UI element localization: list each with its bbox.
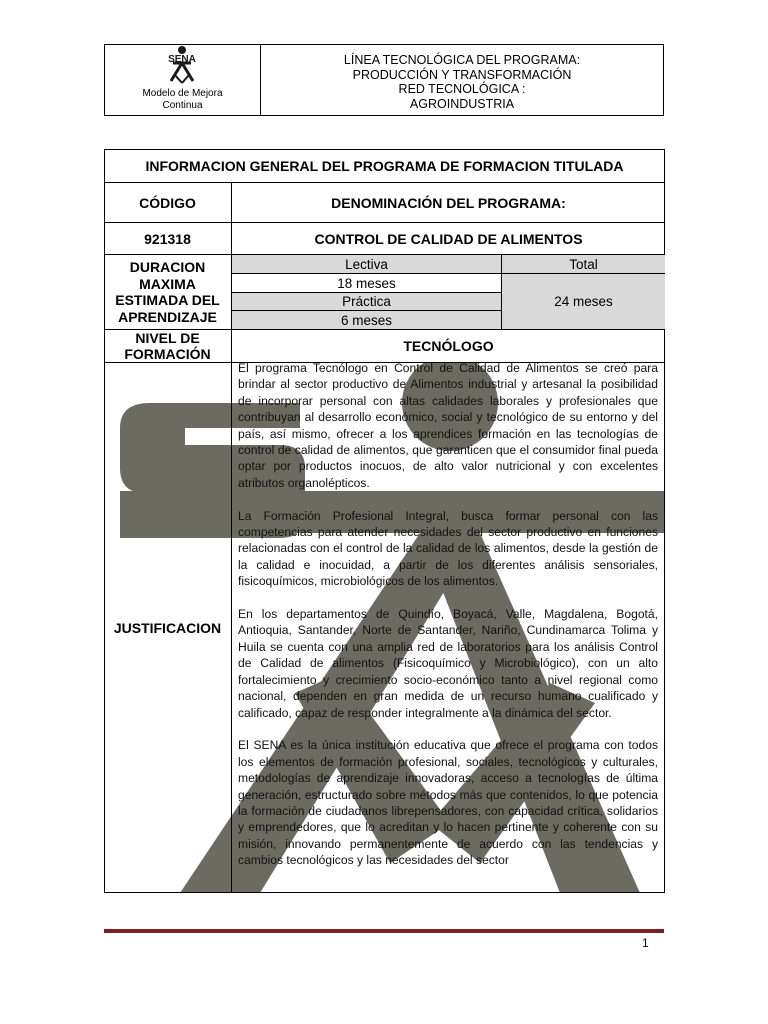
table-title: INFORMACION GENERAL DEL PROGRAMA DE FORMACION TITULADA <box>145 158 624 174</box>
justificacion-paragraph: El programa Tecnólogo en Control de Calidad de Alimentos se creó para brindar al sector productivo de Alimentos industrial y artesanal la posibilidad de incorporar personal con altas calidades laborales y profesionales que contribuyan al desarrollo económico, social y tecnológico de su entorno y del país, así mismo, ofrecer a los aprendices formación en las tecnologías de control de calidad de alimentos, que garanticen que el consumidor final pueda optar por productos inocuos, de alto valor nutricional y con excelentes atributos organolépticos. <box>238 361 658 490</box>
header-line-3: RED TECNOLÓGICA : <box>398 82 526 96</box>
total-value: 24 meses <box>502 274 665 329</box>
header-line-4: AGROINDUSTRIA <box>409 96 515 111</box>
practica-value: 6 meses <box>232 311 502 329</box>
codigo-label: CÓDIGO <box>139 194 196 211</box>
nivel-value: TECNÓLOGO <box>403 338 494 354</box>
denominacion-label: DENOMINACIÓN DEL PROGRAMA: <box>331 194 566 211</box>
logo-cell <box>105 45 261 115</box>
practica-label: Práctica <box>232 293 502 311</box>
justificacion-label: JUSTIFICACION <box>113 620 222 636</box>
lectiva-label: Lectiva <box>232 255 502 274</box>
nivel-label: NIVEL DE FORMACIÓN <box>124 330 211 362</box>
document-header <box>104 44 664 116</box>
header-line-2: PRODUCCIÓN Y TRANSFORMACIÓN <box>352 67 572 82</box>
codigo-value: 921318 <box>144 230 191 247</box>
denominacion-value: CONTROL DE CALIDAD DE ALIMENTOS <box>314 230 583 247</box>
footer-rule <box>104 929 664 933</box>
justificacion-text <box>238 360 658 867</box>
justificacion-paragraph: El SENA es la única institución educativa que ofrece el programa con todos los elementos de formación profesional, sociales, tecnológicos y culturales, metodologías de aprendizaje innovadoras, acceso a tecnologías de última generación, estructurado sobre métodos más que contenidos, lo que potencia la formación de ciudadanos librepensadores, con capacidad crítica, solidarios y emprendedores, que lo acreditan y lo hacen pertinente y coherente con su misión, innovando permanentemente de acuerdo con las tendencias y cambios tecnológicos y las necesidades del sector <box>238 738 658 868</box>
header-title <box>261 45 663 115</box>
duracion-label: DURACION MAXIMA ESTIMADA DEL APRENDIZAJE <box>115 259 220 325</box>
total-label: Total <box>502 255 665 274</box>
sena-logo-icon <box>135 45 229 89</box>
logo-caption: Modelo de Mejora Continua <box>142 88 223 111</box>
justificacion-paragraph: La Formación Profesional Integral, busca formar personal con las competencias para atender necesidades del sector productivo en funciones relacionadas con el control de la calidad de los alimentos, desde la gestión de la calidad e inocuidad, a partir de los diferentes análisis sensoriales, fisicoquímicos, microbiológicos de los alimentos. <box>238 508 658 589</box>
justificacion-paragraph: En los departamentos de Quindío, Boyacá, Valle, Magdalena, Bogotá, Antioquia, Santander, Norte de Santander, Nariño, Cundinamarca Tolima y Huila se cuenta con una amplia red de laboratorios para los análisis Control de Calidad de alimentos (Fisicoquímico y Microbiológico), con un alto fortalecimiento y crecimiento socio-económico tanto a nivel regional como nacional, dependen en gran medida de un recurso humano cualificado y calificado, capaz de responder integralmente a la dinámica del sector. <box>238 607 658 720</box>
lectiva-value: 18 meses <box>232 274 502 293</box>
logo-text: SENA <box>168 54 196 65</box>
header-line-1: LÍNEA TECNOLÓGICA DEL PROGRAMA: <box>343 53 581 67</box>
page-number: 1 <box>642 936 649 950</box>
